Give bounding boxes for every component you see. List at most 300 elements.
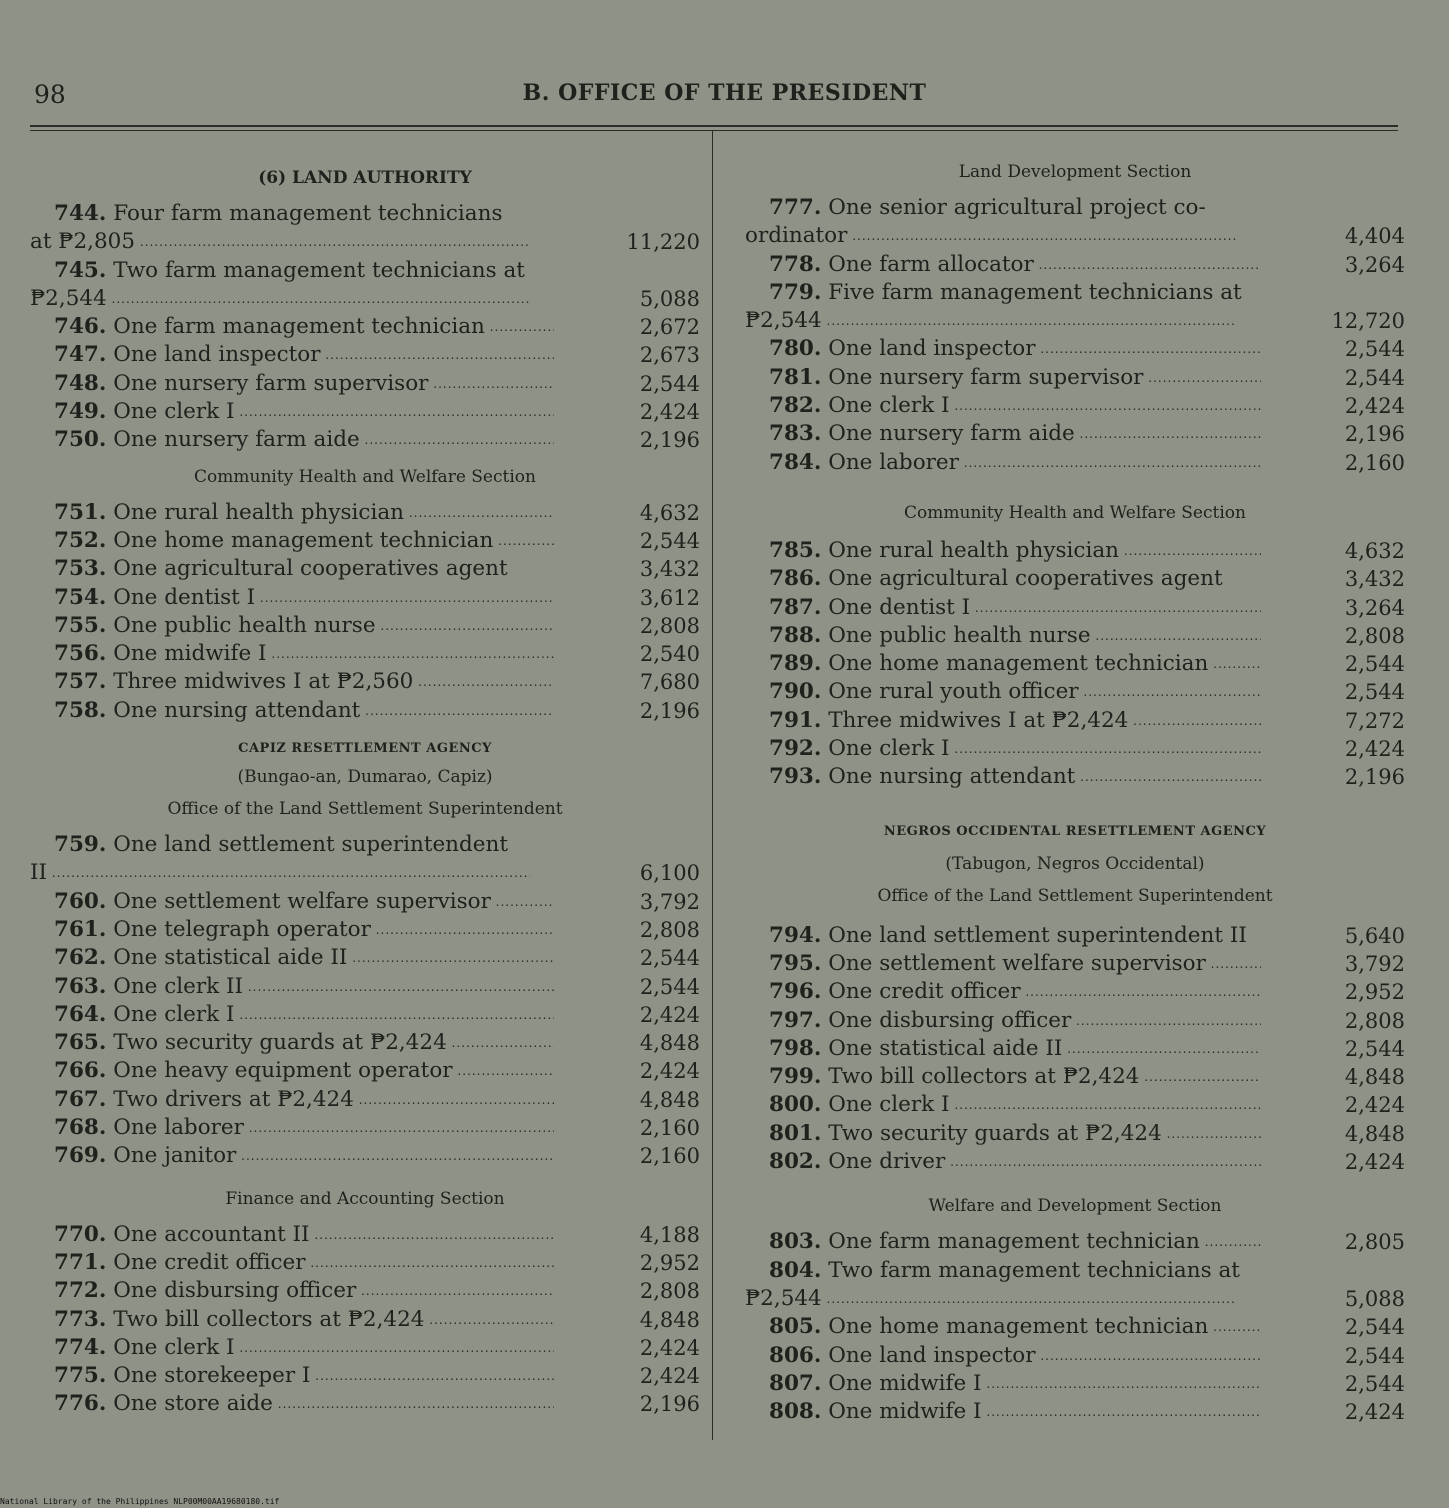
line-item (30, 257, 700, 314)
line-item (30, 584, 700, 612)
item-description: One clerk I (821, 736, 950, 762)
item-description: One storekeeper I (106, 1363, 311, 1389)
item-description: One nursing attendant (106, 697, 361, 723)
item-text (745, 763, 1261, 791)
item-amount: 3,612 (639, 585, 700, 610)
item-text-line2 (30, 285, 530, 313)
item-number: 769. (54, 1143, 107, 1169)
item-text (745, 420, 1261, 448)
left-column (30, 150, 700, 1419)
item-text-line2 (30, 859, 530, 887)
item-text (30, 499, 554, 527)
item-amount: 2,672 (639, 315, 700, 340)
leader-dots (371, 917, 554, 942)
section-heading: Welfare and Development Section (928, 1196, 1222, 1217)
item-text (745, 1228, 1261, 1256)
line-item (30, 1086, 700, 1114)
item-text (30, 1114, 554, 1142)
item-amount: 4,188 (639, 1222, 700, 1247)
item-description: One rural youth officer (821, 679, 1079, 705)
item-amount: 7,680 (639, 670, 700, 695)
item-number: 783. (769, 421, 822, 447)
item-text (30, 944, 554, 972)
item-number: 755. (54, 612, 107, 638)
item-text (745, 622, 1261, 650)
item-text (745, 392, 1261, 420)
item-number: 763. (54, 973, 107, 999)
item-description: Two farm management technicians at (821, 1257, 1240, 1283)
item-number: 789. (769, 651, 822, 677)
item-amount: 2,424 (639, 1002, 700, 1027)
item-text (745, 1091, 1261, 1119)
line-item (30, 1306, 700, 1334)
line-item (30, 831, 700, 888)
item-amount: 4,848 (639, 1087, 700, 1112)
item-description: One statistical aide II (106, 945, 348, 971)
leader-dots (1036, 336, 1261, 361)
item-number: 749. (54, 399, 107, 425)
leader-dots (1208, 1314, 1261, 1339)
item-number: 744. (54, 201, 107, 226)
item-description: One home management technician (106, 527, 494, 553)
leader-dots (244, 1115, 554, 1140)
item-amount: 2,160 (1344, 450, 1405, 475)
item-description: One land settlement superintendent II (821, 922, 1247, 948)
item-number: 802. (769, 1149, 822, 1175)
item-amount: 2,544 (1344, 1371, 1405, 1396)
line-item (30, 916, 700, 944)
leader-dots (1200, 1229, 1261, 1254)
leader-dots (822, 1286, 1237, 1311)
item-description: One accountant II (106, 1221, 310, 1247)
item-number: 778. (769, 251, 822, 277)
line-item (745, 449, 1405, 477)
line-item (30, 1277, 700, 1305)
scan-footer: National Library of the Philippines NLP00M00AA19680180.tif (0, 1497, 280, 1506)
item-amount: 2,424 (1344, 1400, 1405, 1425)
item-number: 807. (769, 1370, 822, 1396)
item-amount: 2,544 (1344, 680, 1405, 705)
section-heading: Community Health and Welfare Section (194, 466, 536, 487)
item-description: One statistical aide II (821, 1035, 1063, 1061)
item-description-cont: ₱2,544 (30, 285, 107, 311)
leader-dots (970, 595, 1261, 620)
item-text (745, 565, 1261, 593)
line-item (745, 279, 1405, 336)
item-amount: 2,673 (639, 343, 700, 368)
item-text (30, 398, 554, 426)
item-amount: 2,952 (639, 1250, 700, 1275)
item-description: One midwife I (106, 641, 267, 667)
item-number: 751. (54, 499, 107, 525)
item-number: 798. (769, 1035, 822, 1061)
leader-dots (1139, 1064, 1261, 1089)
right-column (745, 150, 1405, 1426)
item-number: 760. (54, 888, 107, 914)
item-number: 797. (769, 1007, 822, 1033)
item-amount: 2,808 (1344, 623, 1405, 648)
item-text (30, 370, 554, 398)
item-description: One home management technician (821, 1314, 1209, 1340)
item-description: One nursery farm supervisor (106, 370, 429, 396)
item-text (30, 1277, 554, 1305)
leader-dots (428, 371, 554, 396)
item-number: 786. (769, 566, 822, 592)
line-item (30, 499, 700, 527)
item-amount: 2,196 (1344, 765, 1405, 790)
line-item (30, 200, 700, 257)
line-item (30, 973, 700, 1001)
section-heading: Land Development Section (958, 162, 1192, 182)
line-item (745, 1398, 1405, 1426)
item-number: 788. (769, 622, 822, 648)
line-item (30, 1362, 700, 1390)
item-amount: 3,432 (1344, 567, 1405, 592)
leader-dots (1128, 708, 1261, 733)
leader-dots (950, 1092, 1261, 1117)
leader-dots (273, 1391, 554, 1416)
item-number: 781. (769, 364, 822, 390)
item-amount: 2,544 (639, 528, 700, 553)
leader-dots (356, 1278, 554, 1303)
item-amount: 6,100 (639, 861, 700, 886)
item-amount: 12,720 (1331, 309, 1405, 334)
item-number: 787. (769, 594, 822, 620)
item-description: Three midwives I at ₱2,560 (106, 669, 414, 695)
line-item (745, 763, 1405, 791)
item-description: One clerk I (106, 399, 235, 425)
item-amount: 2,952 (1344, 980, 1405, 1005)
leader-dots (982, 1399, 1261, 1424)
item-number: 796. (769, 979, 822, 1005)
item-number: 801. (769, 1120, 822, 1146)
item-description: One farm allocator (821, 251, 1034, 277)
item-amount: 4,632 (1344, 538, 1405, 563)
item-number: 748. (54, 370, 107, 396)
item-amount: 11,220 (626, 230, 700, 255)
item-amount: 2,160 (639, 1144, 700, 1169)
line-item (30, 888, 700, 916)
line-item (745, 678, 1405, 706)
item-amount: 2,424 (639, 1335, 700, 1360)
item-number: 795. (769, 950, 822, 976)
item-description: One land inspector (821, 1342, 1036, 1368)
item-amount: 5,088 (639, 286, 700, 311)
item-number: 808. (769, 1399, 822, 1425)
item-number: 805. (769, 1314, 822, 1340)
item-description: One public health nurse (821, 622, 1091, 648)
leader-dots (47, 860, 530, 885)
item-text-line2 (745, 222, 1237, 250)
item-number: 803. (769, 1229, 822, 1255)
item-amount: 2,544 (1344, 1036, 1405, 1061)
leader-dots (945, 1149, 1261, 1174)
line-item (30, 1114, 700, 1142)
item-number: 754. (54, 584, 107, 610)
item-amount: 3,792 (1344, 951, 1405, 976)
item-description: Two drivers at ₱2,424 (106, 1086, 354, 1112)
item-amount: 2,544 (1344, 1315, 1405, 1340)
item-text (30, 1390, 554, 1418)
item-number: 792. (769, 736, 822, 762)
item-text (745, 922, 1261, 950)
item-amount: 2,544 (1344, 365, 1405, 390)
item-text (30, 888, 554, 916)
line-item (30, 398, 700, 426)
leader-dots (491, 889, 554, 914)
line-item (745, 1035, 1405, 1063)
line-item (30, 1029, 700, 1057)
line-item (745, 1120, 1405, 1148)
item-description: One clerk I (821, 1092, 950, 1118)
line-item (745, 194, 1405, 251)
item-text (30, 341, 554, 369)
line-item (745, 251, 1405, 279)
item-amount: 4,848 (1344, 1121, 1405, 1146)
item-description: One clerk I (821, 393, 950, 419)
line-item (745, 420, 1405, 448)
leader-dots (404, 500, 554, 525)
leader-dots (1206, 951, 1261, 976)
item-description: One agricultural cooperatives agent (821, 566, 1223, 592)
item-text (30, 1306, 554, 1334)
line-item (30, 1249, 700, 1277)
item-number: 771. (54, 1249, 107, 1275)
item-text-line2 (745, 307, 1237, 335)
item-number: 791. (769, 707, 822, 733)
item-description: One agricultural cooperatives agent (106, 556, 508, 582)
item-description: One janitor (106, 1143, 237, 1169)
line-item (30, 612, 700, 640)
item-number: 790. (769, 679, 822, 705)
leader-dots (360, 698, 554, 723)
item-description: One farm management technician (106, 314, 485, 340)
leader-dots (267, 641, 554, 666)
item-number: 745. (54, 257, 107, 283)
item-description: One dentist I (821, 594, 971, 620)
leader-dots (135, 229, 530, 254)
leader-dots (354, 1087, 554, 1112)
item-number: 753. (54, 556, 107, 582)
item-description: Five farm management technicians at (821, 279, 1242, 305)
item-number: 768. (54, 1115, 107, 1141)
item-amount: 2,196 (639, 428, 700, 453)
leader-dots (306, 1250, 554, 1275)
item-amount: 2,544 (1344, 1343, 1405, 1368)
item-amount: 7,272 (1344, 708, 1405, 733)
item-text (30, 555, 554, 583)
header-rule (30, 125, 1398, 127)
item-text (30, 584, 554, 612)
item-text-line1 (30, 831, 554, 859)
item-amount: 2,808 (639, 613, 700, 638)
line-item (745, 978, 1405, 1006)
item-number: 752. (54, 527, 107, 553)
item-number: 800. (769, 1092, 822, 1118)
item-amount: 2,196 (639, 1392, 700, 1417)
item-text (745, 1063, 1261, 1091)
item-description: One clerk II (106, 973, 244, 999)
line-item (745, 1091, 1405, 1119)
leader-dots (447, 1030, 554, 1055)
item-number: 794. (769, 922, 822, 948)
item-amount: 4,848 (639, 1307, 700, 1332)
item-description: One home management technician (821, 651, 1209, 677)
item-number: 777. (769, 195, 822, 220)
item-amount: 2,544 (1344, 337, 1405, 362)
line-item (745, 1313, 1405, 1341)
item-text (30, 640, 554, 668)
section-heading: (Tabugon, Negros Occidental) (945, 853, 1205, 874)
item-text-line1 (745, 279, 1261, 307)
line-item (745, 1257, 1405, 1314)
item-amount: 3,792 (639, 889, 700, 914)
item-description: One nursery farm aide (821, 421, 1075, 447)
line-item (745, 950, 1405, 978)
leader-dots (310, 1363, 554, 1388)
item-description-cont: II (30, 860, 47, 886)
item-amount: 4,848 (1344, 1065, 1405, 1090)
leader-dots (950, 393, 1261, 418)
item-number: 765. (54, 1030, 107, 1056)
leader-dots (321, 342, 554, 367)
section-heading: Office of the Land Settlement Superintendent (877, 885, 1273, 906)
leader-dots (959, 450, 1261, 475)
leader-dots (950, 736, 1261, 761)
line-item (30, 1142, 700, 1170)
line-item (745, 1370, 1405, 1398)
item-number: 756. (54, 641, 107, 667)
line-item (745, 1342, 1405, 1370)
line-item (30, 1334, 700, 1362)
leader-dots (847, 223, 1237, 248)
leader-dots (485, 314, 554, 339)
item-number: 779. (769, 279, 822, 305)
item-description: One nursery farm aide (106, 427, 360, 453)
item-description: Two bill collectors at ₱2,424 (821, 1064, 1140, 1090)
item-text (745, 1148, 1261, 1176)
item-description: One settlement welfare supervisor (821, 950, 1206, 976)
leader-dots (424, 1307, 554, 1332)
line-item (30, 426, 700, 454)
item-amount: 4,404 (1344, 224, 1405, 249)
line-item (30, 1057, 700, 1085)
section-heading: CAPIZ RESETTLEMENT AGENCY (238, 741, 492, 757)
running-head: B. OFFICE OF THE PRESIDENT (522, 80, 927, 106)
item-text (745, 978, 1261, 1006)
item-text (745, 1370, 1261, 1398)
item-number: 775. (54, 1363, 107, 1389)
leader-dots (255, 585, 554, 610)
item-amount: 2,424 (639, 400, 700, 425)
line-item (30, 341, 700, 369)
item-number: 784. (769, 449, 822, 475)
line-item (745, 594, 1405, 622)
item-amount: 3,264 (1344, 595, 1405, 620)
leader-dots (1208, 651, 1261, 676)
item-description: Two security guards at ₱2,424 (106, 1030, 447, 1056)
item-text (30, 973, 554, 1001)
leader-dots (376, 613, 554, 638)
section-heading: Finance and Accounting Section (225, 1188, 505, 1209)
leader-dots (236, 1143, 554, 1168)
item-description: One land inspector (106, 342, 321, 368)
item-description: Two bill collectors at ₱2,424 (106, 1306, 425, 1332)
item-description: One clerk I (106, 1334, 235, 1360)
item-amount: 2,540 (639, 642, 700, 667)
line-item (745, 537, 1405, 565)
leader-dots (1091, 623, 1261, 648)
item-number: 782. (769, 393, 822, 419)
item-description: One credit officer (821, 979, 1021, 1005)
item-text (745, 1120, 1261, 1148)
leader-dots (347, 945, 554, 970)
item-text (30, 1221, 554, 1249)
item-description: One store aide (106, 1391, 273, 1417)
line-item (30, 1221, 700, 1249)
item-amount: 2,160 (639, 1116, 700, 1141)
item-text (745, 1313, 1261, 1341)
item-number: 780. (769, 336, 822, 362)
item-amount: 2,196 (1344, 422, 1405, 447)
item-description-cont: ordinator (745, 223, 848, 249)
line-item (30, 640, 700, 668)
item-amount: 2,424 (1344, 394, 1405, 419)
item-description: One disbursing officer (821, 1007, 1072, 1033)
item-description: One midwife I (821, 1399, 982, 1425)
line-item (30, 668, 700, 696)
leader-dots (453, 1058, 554, 1083)
section-heading: Community Health and Welfare Section (904, 502, 1246, 523)
page-number: 98 (34, 80, 66, 109)
item-amount: 2,196 (639, 698, 700, 723)
item-text (30, 1362, 554, 1390)
item-number: 761. (54, 916, 107, 942)
item-text (30, 916, 554, 944)
item-text-line1 (30, 257, 554, 285)
item-text (30, 1334, 554, 1362)
line-item (745, 335, 1405, 363)
item-number: 762. (54, 945, 107, 971)
leader-dots (235, 1335, 554, 1360)
item-text (745, 650, 1261, 678)
item-text (745, 1035, 1261, 1063)
item-number: 772. (54, 1278, 107, 1304)
item-text (745, 537, 1261, 565)
item-text (745, 1342, 1261, 1370)
item-description: One nursery farm supervisor (821, 364, 1144, 390)
item-description: One clerk I (106, 1001, 235, 1027)
line-item (745, 1228, 1405, 1256)
line-item (745, 1007, 1405, 1035)
item-amount: 5,640 (1344, 923, 1405, 948)
item-description: One dentist I (106, 584, 256, 610)
section-heading: (Bungao-an, Dumarao, Capiz) (237, 767, 493, 788)
line-item (30, 697, 700, 725)
item-text (745, 449, 1261, 477)
item-text (30, 1249, 554, 1277)
item-text (745, 335, 1261, 363)
item-text-line1 (745, 194, 1261, 222)
item-description: Two farm management technicians at (106, 257, 525, 283)
item-description: One rural health physician (106, 499, 405, 525)
item-number: 776. (54, 1391, 107, 1417)
item-description: One driver (821, 1149, 946, 1175)
item-description: One laborer (821, 449, 959, 475)
section-heading: NEGROS OCCIDENTAL RESETTLEMENT AGENCY (883, 823, 1267, 839)
leader-dots (243, 974, 554, 999)
item-number: 806. (769, 1342, 822, 1368)
